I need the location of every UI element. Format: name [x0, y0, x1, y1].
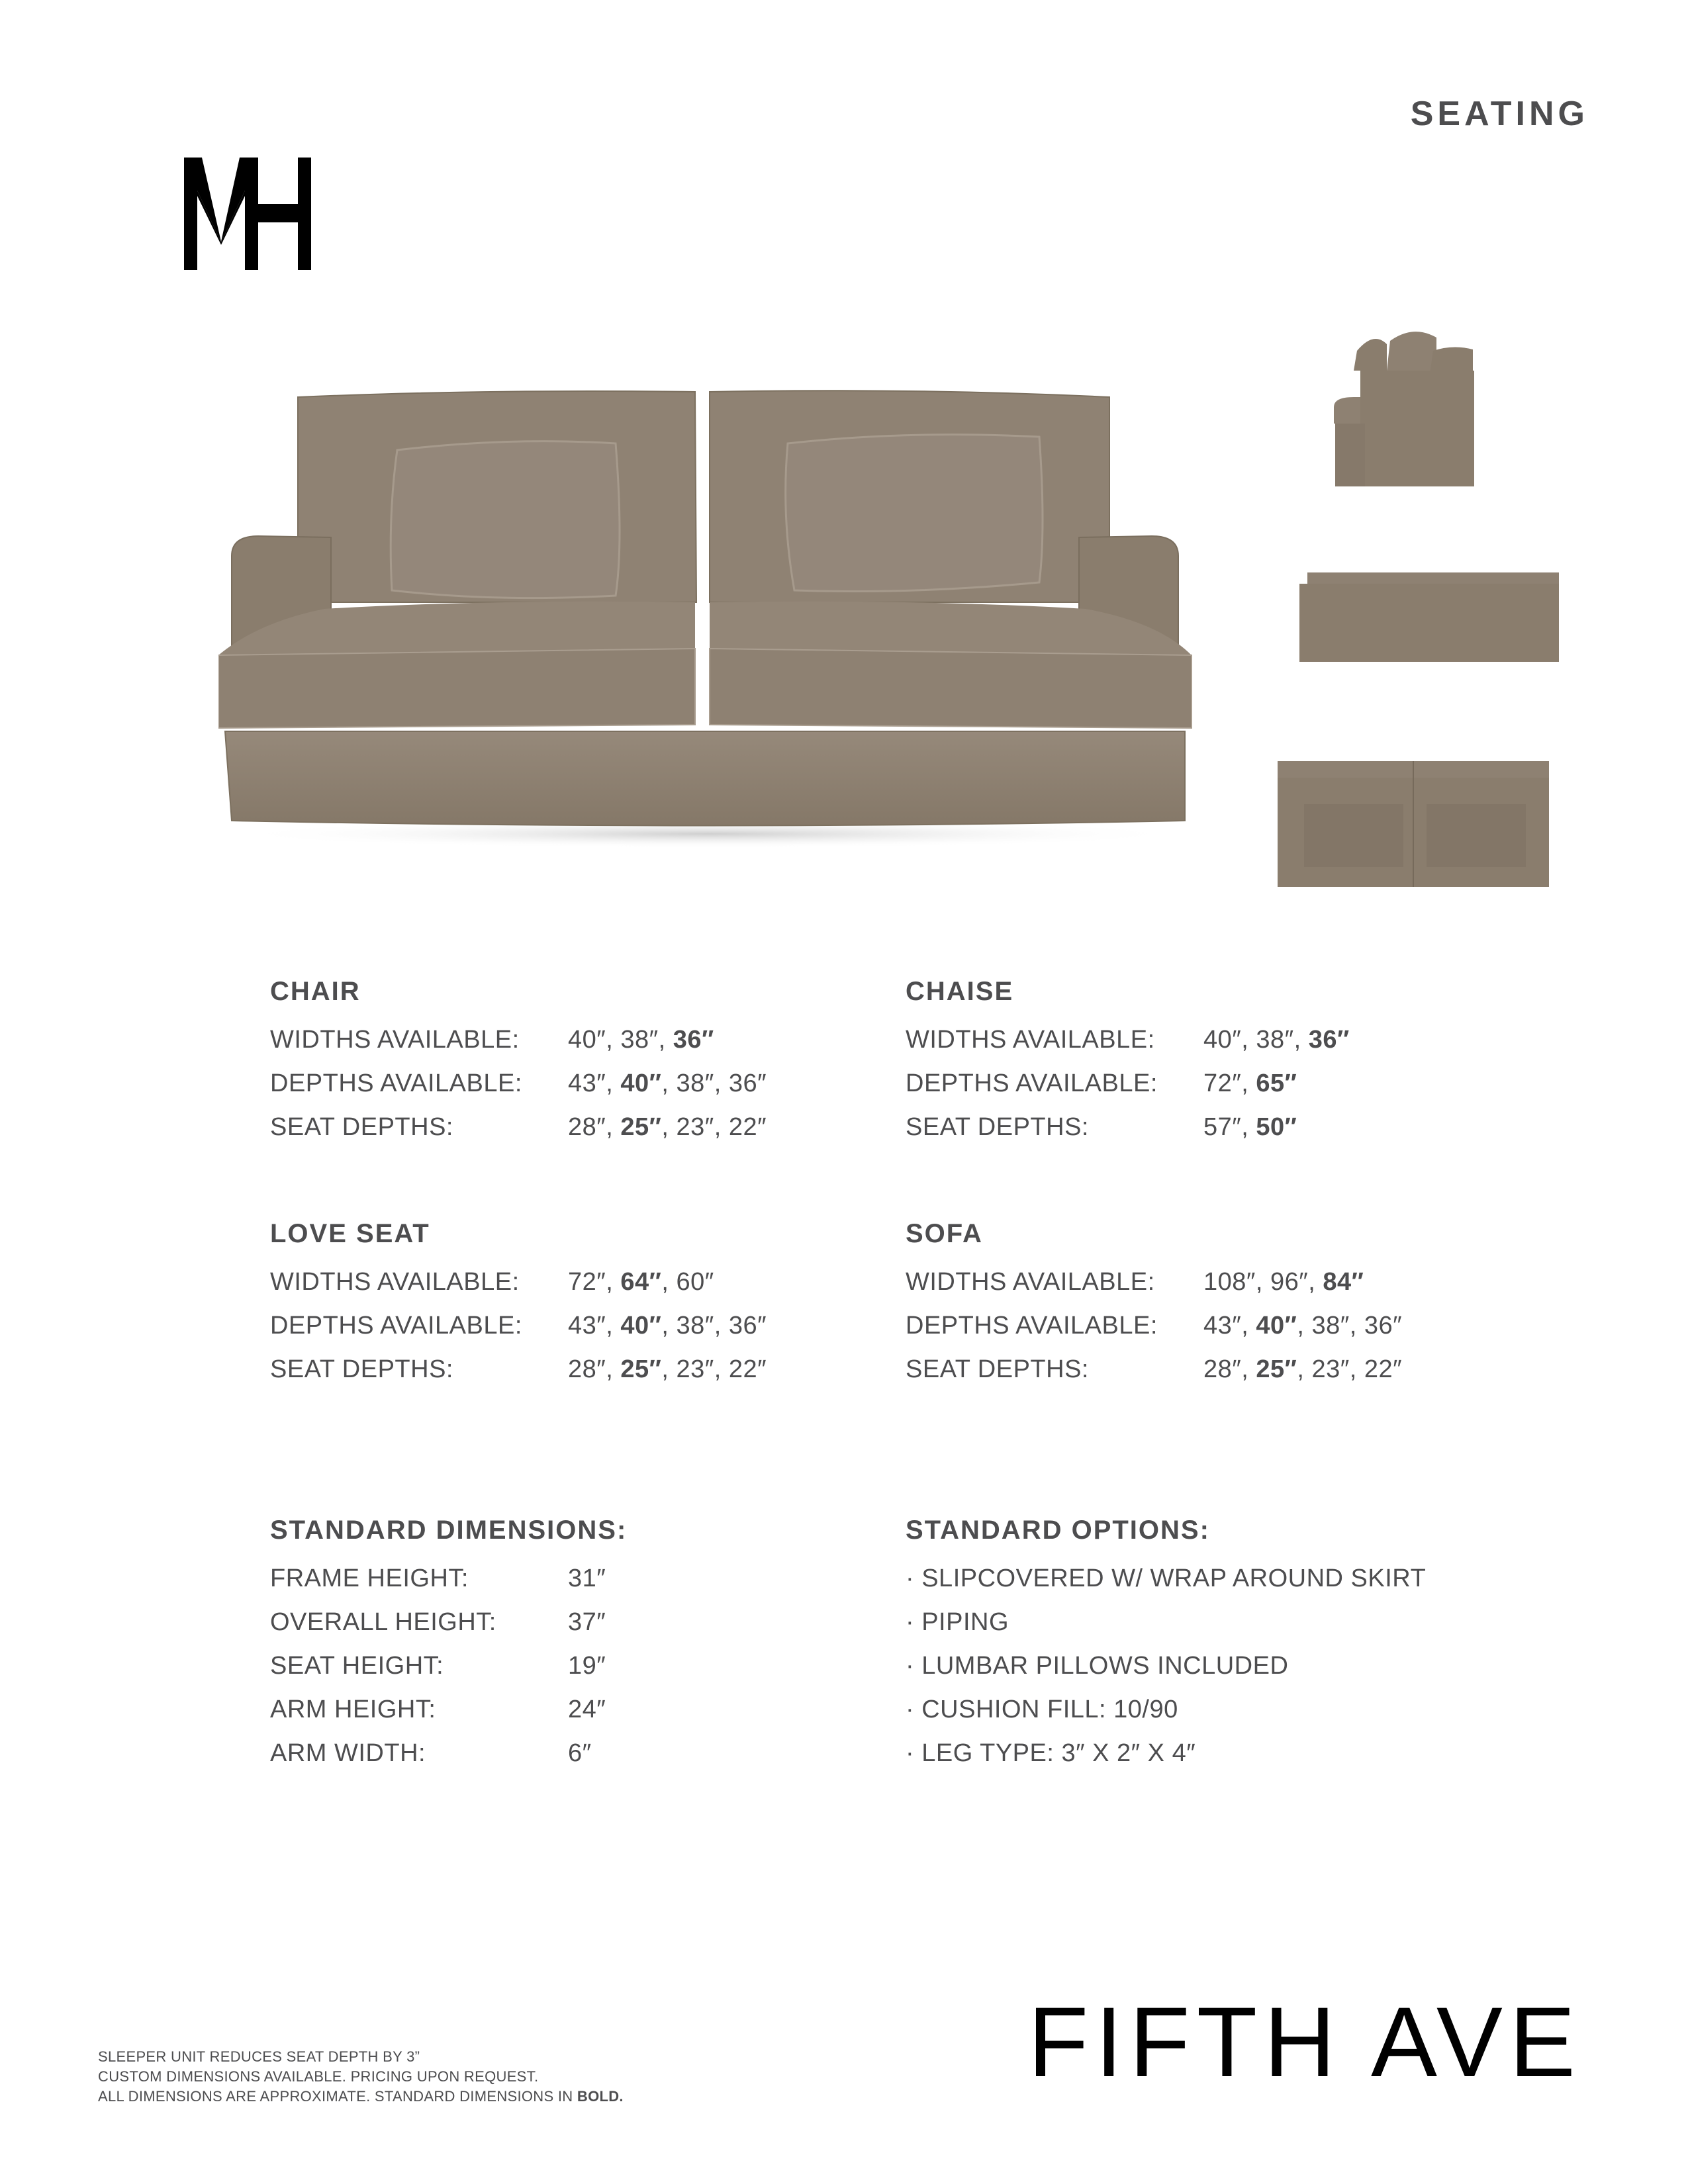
spec-values: 40″, 38″, 36″: [568, 1026, 714, 1054]
spec-values: 43″, 40″, 38″, 36″: [1203, 1312, 1403, 1340]
spec-row: [906, 1304, 1501, 1347]
spec-label: DEPTHS AVAILABLE:: [906, 1069, 1158, 1097]
collection-name: FIFTH AVE: [1027, 1986, 1582, 2097]
spec-sofa: [906, 1216, 1501, 1391]
sofa-front-image: [218, 384, 1198, 847]
spec-label: WIDTHS AVAILABLE:: [270, 1268, 520, 1296]
spec-values: 72″, 64″, 60″: [568, 1268, 714, 1296]
category-label: SEATING: [1410, 95, 1589, 133]
spec-values: 43″, 40″, 38″, 36″: [568, 1312, 767, 1340]
spec-label: WIDTHS AVAILABLE:: [906, 1268, 1155, 1296]
spec-values: 108″, 96″, 84″: [1203, 1268, 1364, 1296]
spec-row: [270, 1062, 866, 1105]
note-line: ALL DIMENSIONS ARE APPROXIMATE. STANDARD DIMENSIONS IN BOLD.: [98, 2088, 624, 2105]
option-item: · PIPING: [906, 1608, 1009, 1636]
spec-values: 28″, 25″, 23″, 22″: [568, 1113, 767, 1141]
option-item: · LUMBAR PILLOWS INCLUDED: [906, 1652, 1289, 1680]
brand-logo: [184, 158, 363, 270]
spec-label: SEAT DEPTHS:: [906, 1113, 1089, 1141]
spec-label: DEPTHS AVAILABLE:: [906, 1312, 1158, 1340]
option-item: · CUSHION FILL: 10/90: [906, 1696, 1178, 1723]
dimension-row: FRAME HEIGHT: 31″: [270, 1565, 606, 1592]
standard-options: [906, 1513, 1501, 1775]
spec-title: LOVE SEAT: [270, 1219, 430, 1248]
dimension-row: SEAT HEIGHT: 19″: [270, 1652, 606, 1680]
section-title: STANDARD OPTIONS:: [906, 1516, 1210, 1545]
sofa-back-thumbnail: [1288, 463, 1559, 715]
section-title: STANDARD DIMENSIONS:: [270, 1516, 628, 1545]
dimension-row: ARM WIDTH: 6″: [270, 1739, 592, 1767]
standard-dimensions: [270, 1513, 866, 1775]
spec-values: 43″, 40″, 38″, 36″: [568, 1069, 767, 1097]
option-item: · LEG TYPE: 3″ X 2″ X 4″: [906, 1739, 1196, 1767]
mh-logo-icon: [184, 158, 363, 270]
spec-label: WIDTHS AVAILABLE:: [270, 1026, 520, 1054]
spec-label: SEAT DEPTHS:: [906, 1355, 1089, 1383]
note-line: CUSTOM DIMENSIONS AVAILABLE. PRICING UPON REQUEST.: [98, 2068, 539, 2085]
dimension-row: ARM HEIGHT: 24″: [270, 1696, 606, 1723]
sofa-top-thumbnail: [1278, 761, 1556, 900]
spec-row: [270, 1105, 866, 1149]
spec-row: [270, 1304, 866, 1347]
note-line: SLEEPER UNIT REDUCES SEAT DEPTH BY 3”: [98, 2048, 420, 2065]
spec-row: [906, 1347, 1501, 1391]
spec-row: [906, 1105, 1501, 1149]
spec-values: 72″, 65″: [1203, 1069, 1297, 1097]
option-item: · SLIPCOVERED W/ WRAP AROUND SKIRT: [906, 1565, 1427, 1592]
spec-label: DEPTHS AVAILABLE:: [270, 1069, 522, 1097]
spec-love-seat: [270, 1216, 866, 1391]
spec-row: [906, 1018, 1501, 1062]
spec-values: 40″, 38″, 36″: [1203, 1026, 1350, 1054]
spec-label: SEAT DEPTHS:: [270, 1113, 453, 1141]
spec-values: 28″, 25″, 23″, 22″: [568, 1355, 767, 1383]
spec-row: [270, 1018, 866, 1062]
spec-row: [270, 1347, 866, 1391]
spec-title: CHAIR: [270, 977, 361, 1006]
dimension-row: OVERALL HEIGHT: 37″: [270, 1608, 606, 1636]
spec-label: SEAT DEPTHS:: [270, 1355, 453, 1383]
spec-row: [270, 1260, 866, 1304]
spec-label: WIDTHS AVAILABLE:: [906, 1026, 1155, 1054]
spec-label: DEPTHS AVAILABLE:: [270, 1312, 522, 1340]
spec-title: SOFA: [906, 1219, 983, 1248]
spec-chair: [270, 974, 866, 1149]
spec-row: [906, 1260, 1501, 1304]
footer-notes: [98, 2047, 624, 2107]
spec-values: 28″, 25″, 23″, 22″: [1203, 1355, 1403, 1383]
spec-values: 57″, 50″: [1203, 1113, 1297, 1141]
spec-chaise: [906, 974, 1501, 1149]
spec-row: [906, 1062, 1501, 1105]
spec-title: CHAISE: [906, 977, 1014, 1006]
